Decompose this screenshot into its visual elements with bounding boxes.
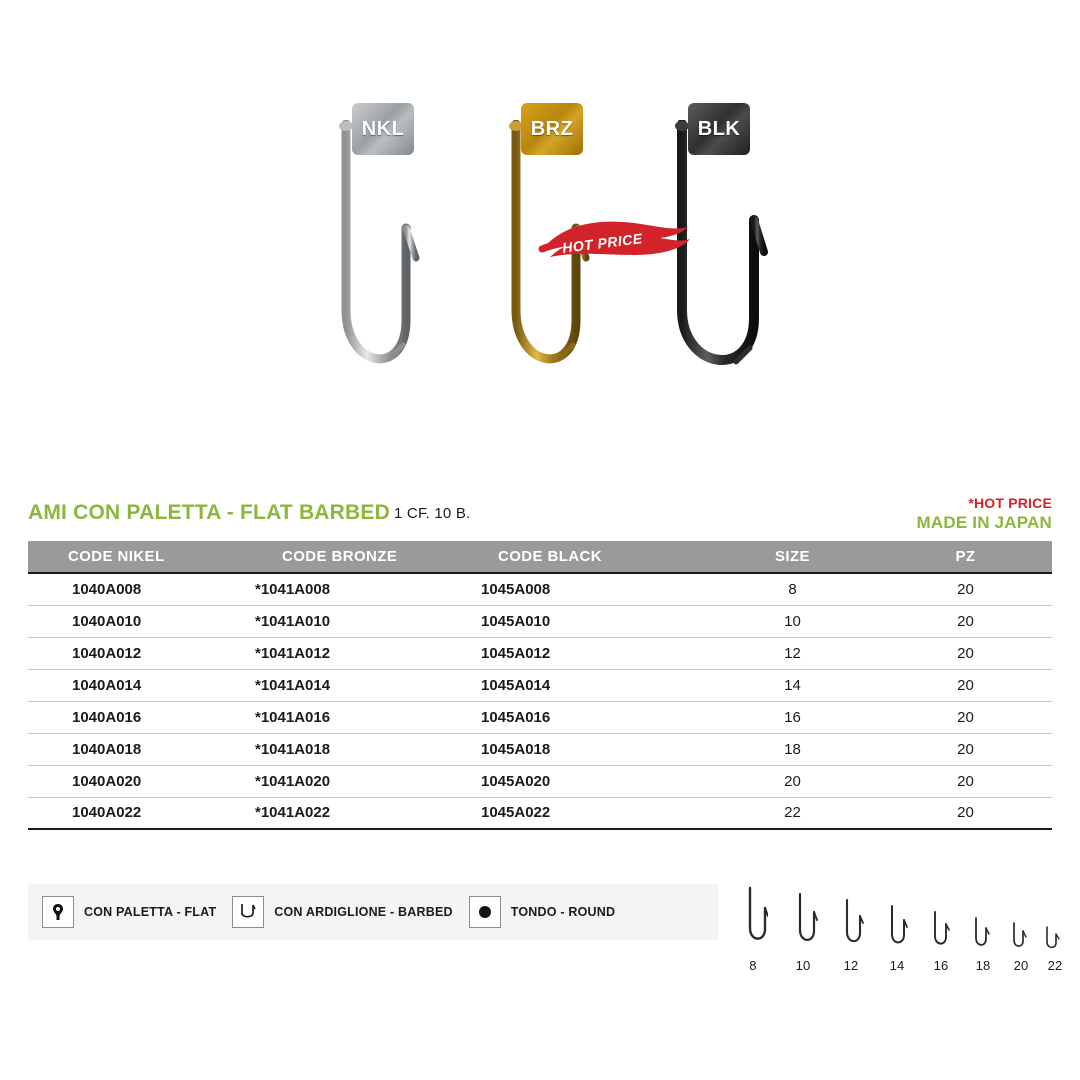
cell-code-black: 1045A020 (480, 765, 706, 797)
scale-hook-18 (968, 916, 991, 973)
cell-pz: 20 (879, 765, 1052, 797)
column-header-code-black: CODE BLACK (480, 541, 706, 573)
cell-pz: 20 (879, 605, 1052, 637)
table-row (28, 797, 1052, 829)
scale-hook-8 (738, 886, 768, 973)
cell-code-nikel: 1040A018 (28, 733, 254, 765)
cell-size: 16 (706, 701, 879, 733)
table-row (28, 701, 1052, 733)
scale-label-18: 18 (975, 958, 991, 973)
legend-bar (28, 884, 718, 940)
finish-badge-brz (521, 103, 583, 155)
cell-code-nikel: 1040A022 (28, 797, 254, 829)
legend-label-barbed: CON ARDIGLIONE - BARBED (274, 905, 453, 919)
cell-code-black: 1045A010 (480, 605, 706, 637)
hero-section (0, 0, 1080, 470)
column-header-pz: PZ (879, 541, 1052, 573)
scale-hook-22 (1040, 925, 1063, 973)
finish-badge-brz-label: BRZ (530, 117, 574, 140)
cell-code-black: 1045A008 (480, 573, 706, 605)
title-row (28, 495, 1052, 541)
cell-size: 18 (706, 733, 879, 765)
cell-size: 10 (706, 605, 879, 637)
cell-code-bronze: *1041A018 (254, 733, 480, 765)
page-title: AMI CON PALETTA - FLAT BARBED (28, 501, 390, 524)
scale-label-10: 10 (795, 958, 811, 973)
cell-pz: 20 (879, 637, 1052, 669)
table-row (28, 733, 1052, 765)
hook-image-black (614, 117, 774, 450)
spec-table (28, 541, 1052, 830)
cell-code-nikel: 1040A016 (28, 701, 254, 733)
pack-info: 1 CF. 10 B. (394, 505, 471, 522)
column-header-code-bronze: CODE BRONZE (254, 541, 480, 573)
cell-pz: 20 (879, 573, 1052, 605)
made-in-note: MADE IN JAPAN (916, 513, 1052, 532)
cell-size: 22 (706, 797, 879, 829)
size-scale (730, 878, 1063, 988)
cell-code-bronze: *1041A022 (254, 797, 480, 829)
scale-label-22: 22 (1047, 958, 1063, 973)
scale-label-12: 12 (843, 958, 859, 973)
title-right-block (917, 495, 1052, 533)
cell-code-nikel: 1040A010 (28, 605, 254, 637)
finish-badge-nkl-label: NKL (361, 117, 405, 140)
cell-code-nikel: 1040A012 (28, 637, 254, 669)
cell-code-bronze: *1041A016 (254, 701, 480, 733)
cell-code-bronze: *1041A020 (254, 765, 480, 797)
legend-label-round: TONDO - ROUND (510, 905, 616, 919)
cell-size: 12 (706, 637, 879, 669)
scale-label-16: 16 (933, 958, 949, 973)
cell-code-bronze: *1041A008 (254, 573, 480, 605)
cell-pz: 20 (879, 701, 1052, 733)
cell-code-black: 1045A016 (480, 701, 706, 733)
cell-code-bronze: *1041A012 (254, 637, 480, 669)
cell-size: 14 (706, 669, 879, 701)
scale-hook-12 (836, 898, 864, 973)
round-bend-icon (469, 896, 501, 928)
table-row (28, 765, 1052, 797)
cell-code-bronze: *1041A014 (254, 669, 480, 701)
cell-code-black: 1045A014 (480, 669, 706, 701)
table-row (28, 605, 1052, 637)
table-row (28, 637, 1052, 669)
cell-code-bronze: *1041A010 (254, 605, 480, 637)
scale-hook-16 (926, 910, 950, 973)
cell-pz: 20 (879, 733, 1052, 765)
barbed-hook-icon (232, 896, 264, 928)
hot-price-note: *HOT PRICE (968, 495, 1052, 511)
hook-image-bronze (448, 117, 598, 450)
finish-badge-blk-label: BLK (697, 117, 741, 140)
scale-hook-10 (788, 892, 818, 973)
legend-item-flat (42, 896, 216, 928)
cell-code-black: 1045A022 (480, 797, 706, 829)
cell-code-nikel: 1040A020 (28, 765, 254, 797)
table-header-row (28, 541, 1052, 573)
scale-hook-20 (1006, 921, 1029, 973)
cell-pz: 20 (879, 797, 1052, 829)
scale-label-20: 20 (1013, 958, 1029, 973)
finish-badge-blk (688, 103, 750, 155)
scale-hook-14 (882, 904, 908, 973)
hot-price-splash-label: HOT PRICE (561, 230, 644, 256)
hook-image-nickel (278, 117, 428, 450)
cell-code-black: 1045A012 (480, 637, 706, 669)
column-header-code-nikel: CODE NIKEL (28, 541, 254, 573)
legend-item-barbed (232, 896, 452, 928)
table-body (28, 573, 1052, 829)
cell-pz: 20 (879, 669, 1052, 701)
scale-label-8: 8 (749, 958, 757, 973)
cell-code-black: 1045A018 (480, 733, 706, 765)
cell-code-nikel: 1040A008 (28, 573, 254, 605)
cell-size: 20 (706, 765, 879, 797)
cell-code-nikel: 1040A014 (28, 669, 254, 701)
scale-label-14: 14 (889, 958, 905, 973)
table-row (28, 669, 1052, 701)
flat-eye-icon (42, 896, 74, 928)
table-row (28, 573, 1052, 605)
legend-label-flat: CON PALETTA - FLAT (84, 905, 217, 919)
hot-price-splash (538, 205, 693, 275)
cell-size: 8 (706, 573, 879, 605)
column-header-size: SIZE (706, 541, 879, 573)
legend-item-round (469, 896, 615, 928)
finish-badge-nkl (352, 103, 414, 155)
